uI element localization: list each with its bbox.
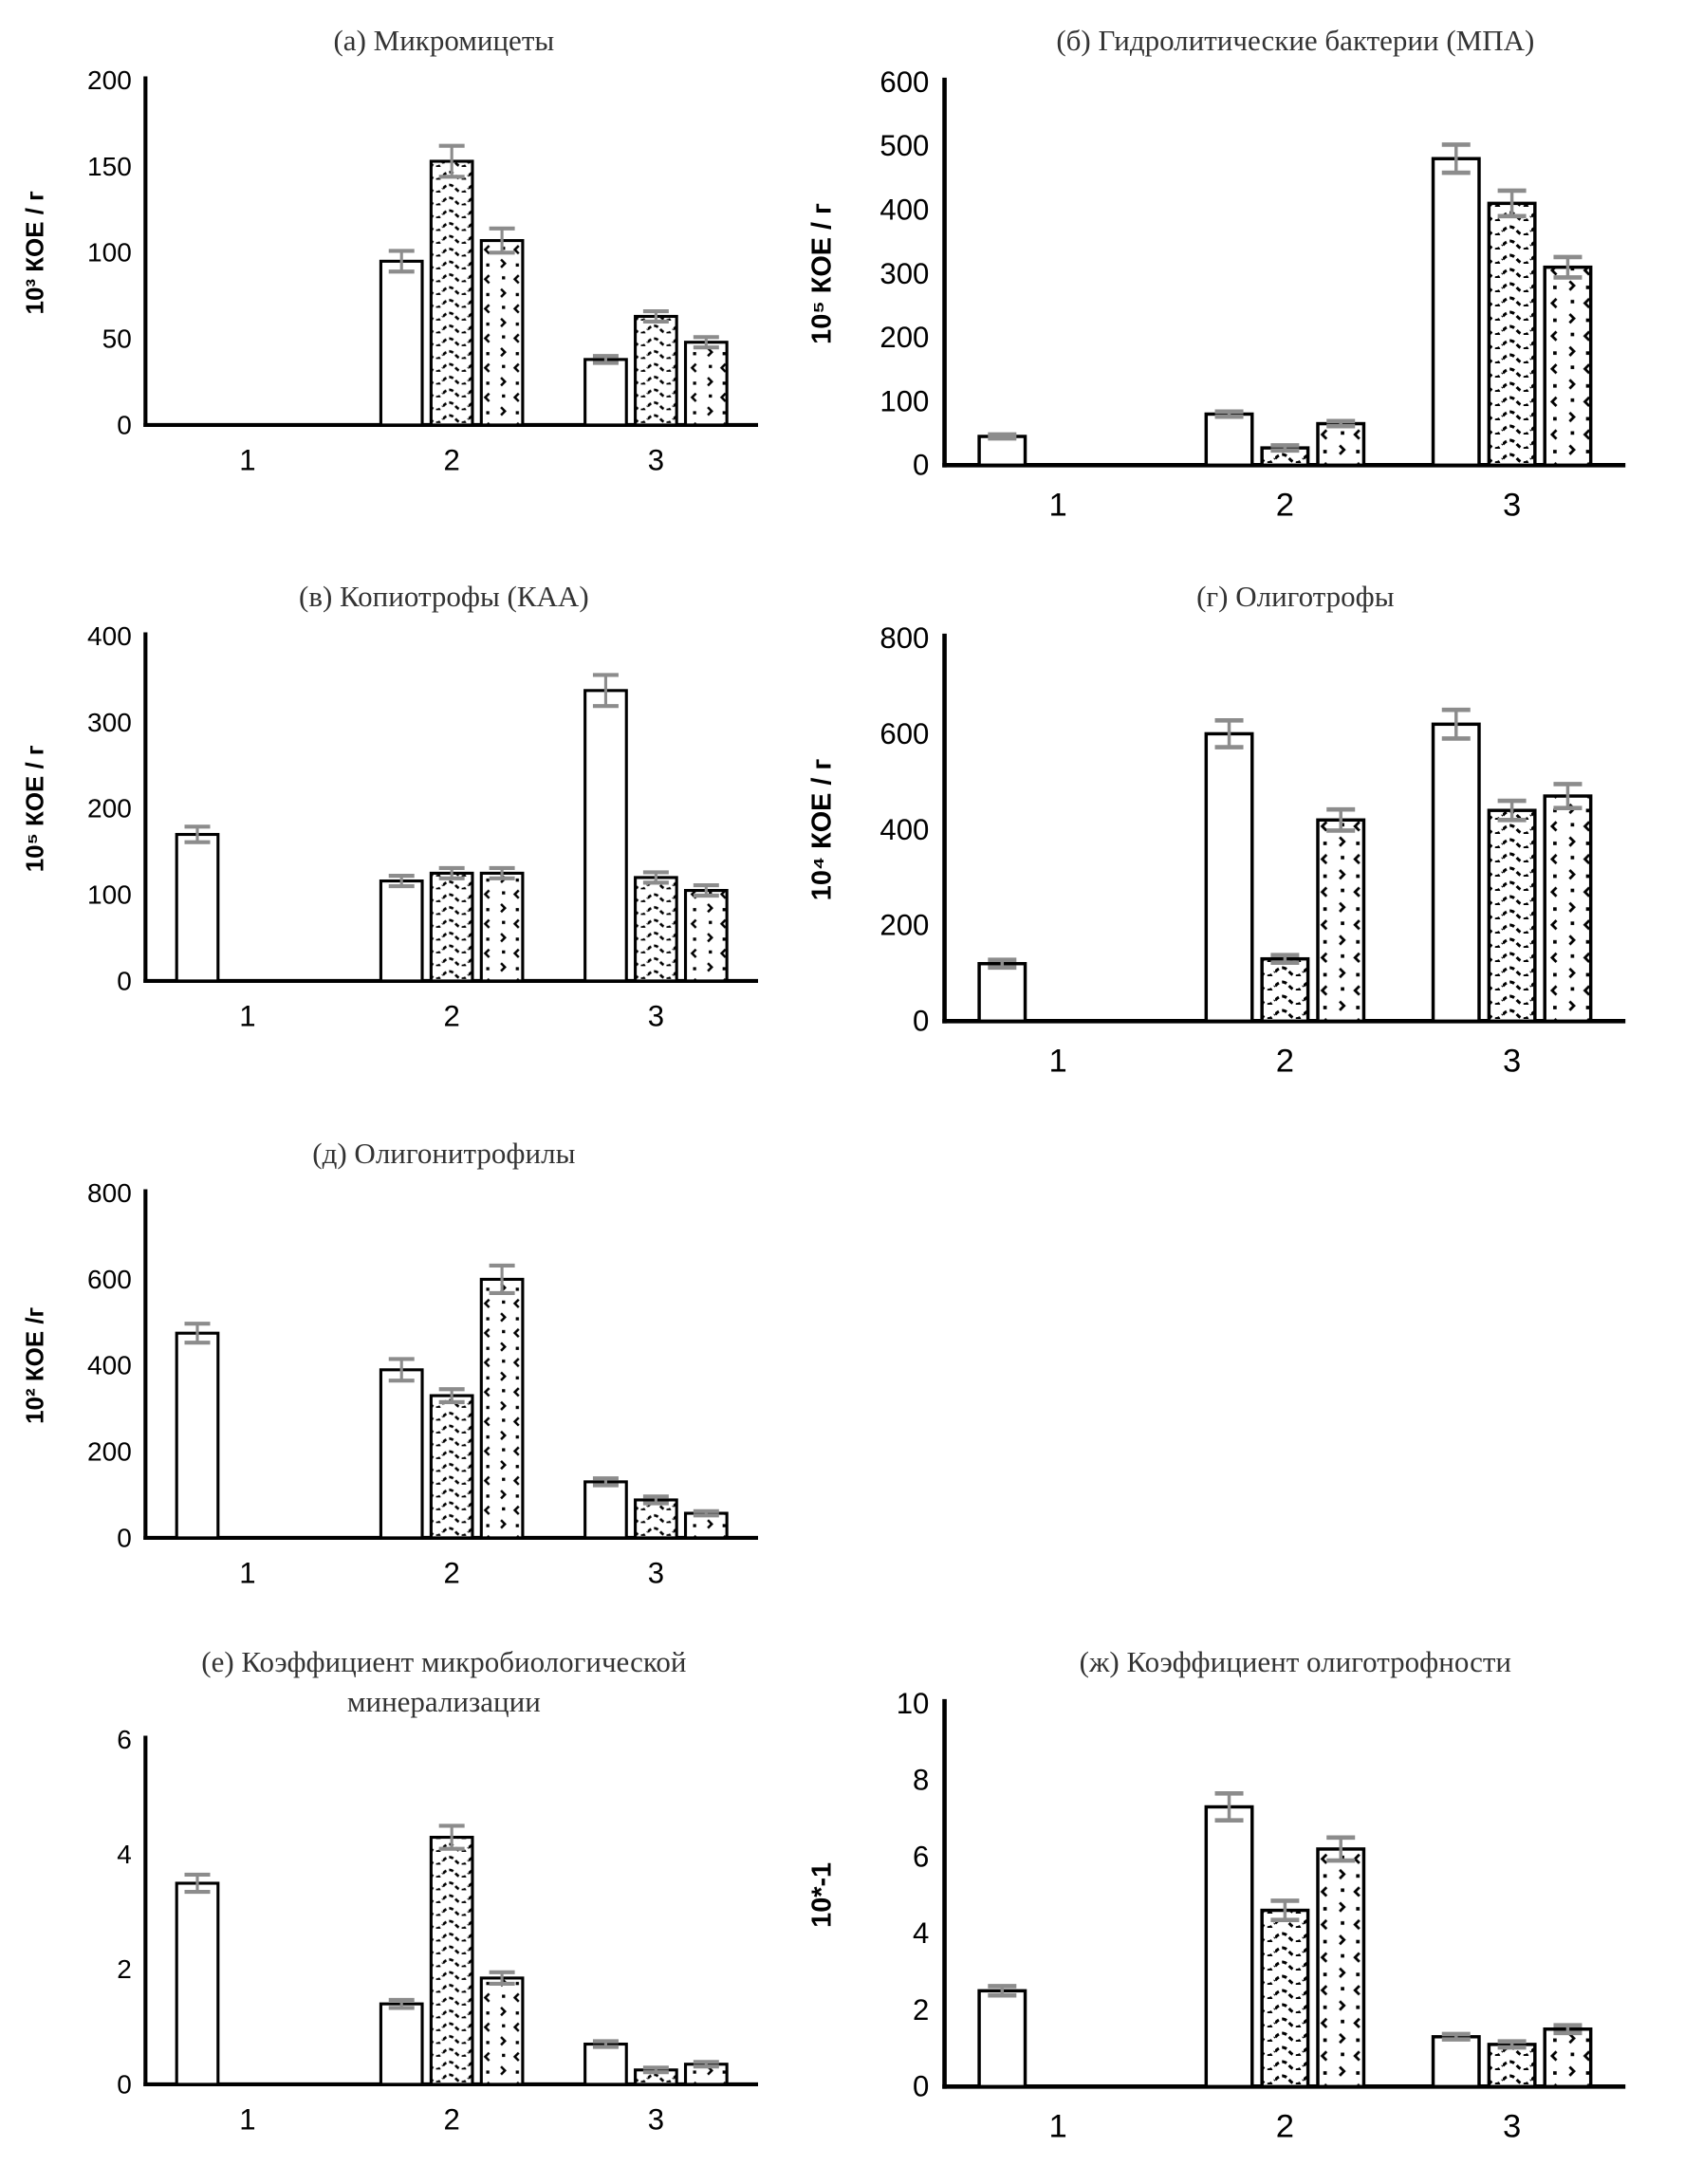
- chart-svg-zh: [791, 1686, 1645, 2158]
- bar-group3-plain: [585, 2045, 627, 2084]
- chart-title-a: (а) Микромицеты: [333, 24, 555, 57]
- chart-title-d: (д) Олигонитрофилы: [312, 1136, 576, 1170]
- y-tick-label: 0: [117, 966, 132, 996]
- y-tick-label: 300: [879, 256, 930, 290]
- chart-canvas-a: [8, 65, 776, 490]
- error-bar: [988, 435, 1016, 438]
- bar-group3-plain: [1433, 158, 1478, 465]
- chart-cell-v: [0, 562, 784, 1118]
- bar-group1-plain: [176, 835, 218, 981]
- x-category-label: 2: [443, 443, 460, 477]
- bar-group3-wave: [1489, 203, 1534, 465]
- x-category-label: 2: [1275, 487, 1294, 524]
- y-tick-label: 6: [912, 1840, 930, 1874]
- chart-svg-d: [8, 1177, 776, 1602]
- y-tick-label: 10: [896, 1687, 930, 1721]
- bar-group2-dots: [481, 241, 523, 425]
- bar-group3-dots: [686, 342, 728, 425]
- x-category-label: 2: [1275, 1043, 1294, 1080]
- chart-canvas-b: [791, 65, 1695, 537]
- y-axis-label: 10⁵ КОЕ / г: [806, 202, 838, 344]
- chart-cell-e: [0, 1627, 784, 2183]
- chart-canvas-v: [8, 620, 776, 1046]
- bar-group2-dots: [481, 874, 523, 982]
- y-tick-label: 2: [117, 1954, 132, 1985]
- y-tick-label: 0: [912, 2070, 930, 2104]
- bar-group3-wave: [1489, 811, 1534, 1022]
- x-category-label: 1: [239, 1000, 256, 1034]
- y-tick-label: 8: [912, 1763, 930, 1797]
- bar-group1-plain: [979, 1991, 1025, 2087]
- bar-group2-plain: [380, 881, 422, 981]
- chart-canvas-d: [8, 1177, 776, 1602]
- bar-group3-wave: [636, 878, 677, 981]
- y-tick-label: 6: [117, 1724, 132, 1754]
- chart-title-e: (е) Коэффициент микробиологической минерализации: [201, 1645, 687, 1719]
- bar-group1-plain: [176, 1333, 218, 1538]
- y-tick-label: 50: [102, 324, 132, 354]
- bar-group3-wave: [636, 1500, 677, 1538]
- chart-svg-e: [8, 1724, 776, 2149]
- bar-group1-plain: [979, 436, 1025, 465]
- x-category-label: 3: [1502, 1043, 1521, 1080]
- x-category-label: 1: [1048, 487, 1067, 524]
- bar-group3-wave: [636, 316, 677, 424]
- bar-group2-wave: [431, 161, 472, 425]
- y-tick-label: 600: [87, 1264, 132, 1294]
- bar-group2-dots: [481, 1279, 523, 1537]
- y-tick-label: 400: [87, 621, 132, 652]
- bar-group3-dots: [1545, 268, 1590, 466]
- bar-group2-wave: [1262, 959, 1307, 1022]
- bar-group2-wave: [431, 874, 472, 982]
- bar-group2-plain: [380, 2004, 422, 2084]
- x-category-label: 1: [1048, 2108, 1067, 2145]
- y-tick-label: 4: [117, 1840, 132, 1870]
- bar-group2-wave: [431, 1396, 472, 1538]
- y-tick-label: 400: [879, 813, 930, 847]
- x-category-label: 3: [1502, 2108, 1521, 2145]
- x-category-label: 3: [647, 443, 665, 477]
- y-tick-label: 0: [117, 1523, 132, 1553]
- bar-group2-dots: [481, 1978, 523, 2084]
- chart-svg-v: [8, 620, 776, 1046]
- y-tick-label: 100: [87, 237, 132, 268]
- y-tick-label: 150: [87, 151, 132, 181]
- x-category-label: 3: [1502, 487, 1521, 524]
- y-tick-label: 400: [879, 193, 930, 227]
- bar-group3-wave: [1489, 2045, 1534, 2086]
- bar-group3-plain: [1433, 725, 1478, 1022]
- y-tick-label: 200: [87, 65, 132, 95]
- bar-group1-plain: [979, 964, 1025, 1022]
- bar-group2-dots: [1318, 424, 1363, 466]
- bar-group2-plain: [1206, 414, 1251, 465]
- y-tick-label: 500: [879, 129, 930, 163]
- bar-group2-wave: [1262, 1911, 1307, 2087]
- chart-title-g: (г) Олиготрофы: [1196, 580, 1395, 614]
- x-category-label: 2: [1275, 2108, 1294, 2145]
- chart-title-b: (б) Гидролитические бактерии (МПА): [1056, 24, 1535, 57]
- bar-group3-plain: [585, 691, 627, 981]
- y-tick-label: 800: [87, 1177, 132, 1208]
- x-category-label: 3: [647, 2102, 665, 2137]
- chart-canvas-g: [791, 620, 1695, 1093]
- y-tick-label: 200: [87, 794, 132, 824]
- chart-svg-a: [8, 65, 776, 490]
- bar-group3-dots: [1545, 2029, 1590, 2087]
- x-category-label: 1: [239, 443, 256, 477]
- y-tick-label: 0: [117, 2069, 132, 2100]
- y-axis-label: 10⁵ КОЕ / г: [22, 745, 49, 873]
- chart-cell-zh: [784, 1627, 1703, 2183]
- bar-group3-plain: [585, 360, 627, 425]
- bar-group2-dots: [1318, 821, 1363, 1022]
- x-category-label: 1: [1048, 1043, 1067, 1080]
- chart-canvas-e: [8, 1724, 776, 2149]
- y-tick-label: 100: [87, 879, 132, 910]
- x-category-label: 2: [443, 1556, 460, 1590]
- bar-group2-wave: [431, 1838, 472, 2084]
- y-axis-label: 10*-1: [806, 1862, 838, 1929]
- y-tick-label: 2: [912, 1993, 930, 2027]
- chart-cell-a: [0, 6, 784, 562]
- y-tick-label: 0: [912, 448, 930, 482]
- y-axis-label: 10³ КОЕ / г: [22, 191, 49, 315]
- y-tick-label: 300: [87, 708, 132, 738]
- y-tick-label: 200: [879, 909, 930, 943]
- y-tick-label: 200: [87, 1436, 132, 1467]
- y-axis-label: 10² КОЕ /г: [22, 1306, 49, 1424]
- chart-cell-b: [784, 6, 1703, 562]
- y-axis-label: 10⁴ КОЕ / г: [806, 759, 838, 901]
- y-tick-label: 0: [912, 1005, 930, 1039]
- chart-svg-b: [791, 65, 1645, 537]
- bar-group3-plain: [585, 1482, 627, 1538]
- bar-group3-dots: [686, 891, 728, 981]
- bar-group2-dots: [1318, 1849, 1363, 2086]
- x-category-label: 2: [443, 1000, 460, 1034]
- y-tick-label: 200: [879, 321, 930, 355]
- bar-group2-plain: [380, 1370, 422, 1538]
- chart-title-v: (в) Копиотрофы (КАА): [299, 580, 589, 614]
- bar-group2-plain: [380, 261, 422, 425]
- y-tick-label: 600: [879, 65, 930, 99]
- bar-group3-plain: [1433, 2037, 1478, 2086]
- x-category-label: 3: [647, 1000, 665, 1034]
- bar-group2-plain: [1206, 734, 1251, 1022]
- empty-cell: [784, 1119, 1703, 1627]
- bar-group3-dots: [1545, 796, 1590, 1021]
- x-category-label: 3: [647, 1556, 665, 1590]
- y-tick-label: 0: [117, 410, 132, 440]
- y-tick-label: 4: [912, 1916, 930, 1951]
- chart-canvas-zh: [791, 1686, 1695, 2158]
- y-tick-label: 400: [87, 1350, 132, 1380]
- chart-title-zh: (ж) Коэффициент олиготрофности: [1079, 1645, 1511, 1679]
- x-category-label: 2: [443, 2102, 460, 2137]
- bar-group2-plain: [1206, 1807, 1251, 2087]
- chart-svg-g: [791, 620, 1645, 1093]
- bar-group1-plain: [176, 1883, 218, 2084]
- y-tick-label: 600: [879, 717, 930, 751]
- y-tick-label: 100: [879, 384, 930, 418]
- x-category-label: 1: [239, 2102, 256, 2137]
- chart-cell-d: [0, 1119, 784, 1627]
- y-tick-label: 800: [879, 621, 930, 656]
- x-category-label: 1: [239, 1556, 256, 1590]
- chart-cell-g: [784, 562, 1703, 1118]
